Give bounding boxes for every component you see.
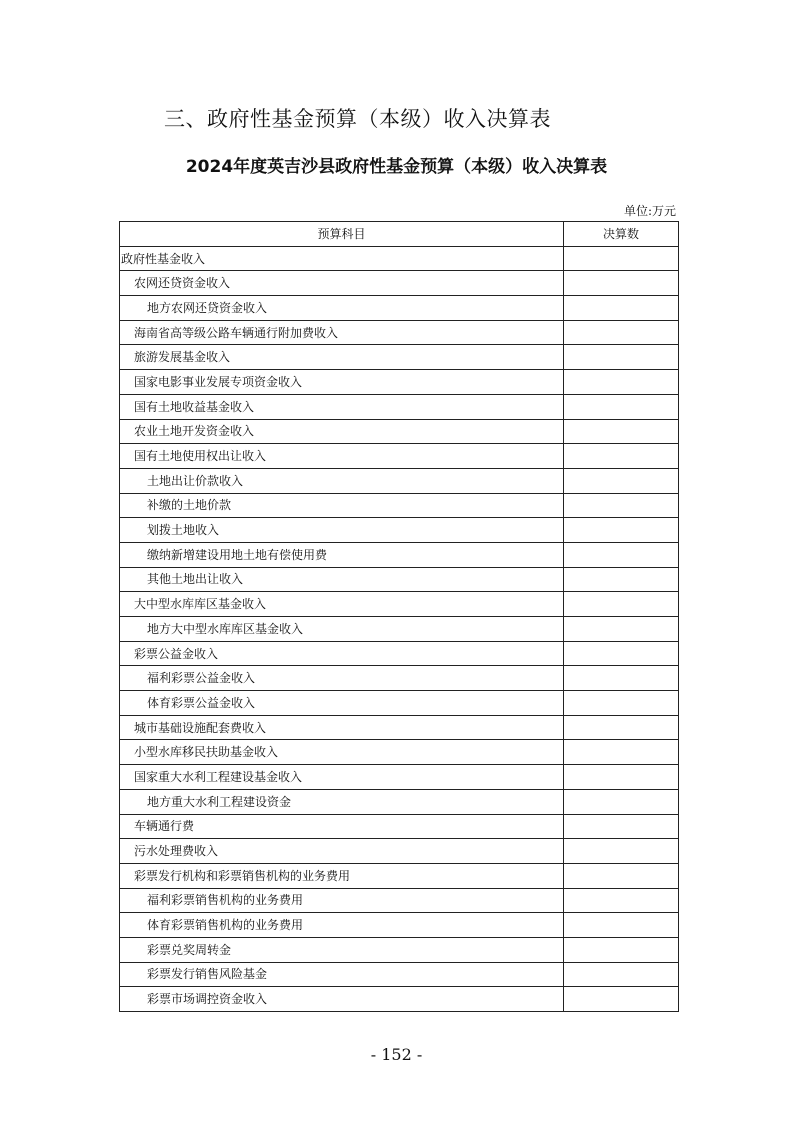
final-amount-cell (564, 617, 679, 642)
table-row (120, 542, 679, 567)
budget-item-name: 地方农网还贷资金收入 (120, 296, 564, 321)
final-amount-cell (564, 937, 679, 962)
page-number: - 152 - (370, 1045, 423, 1064)
header-final-amount: 决算数 (564, 222, 679, 247)
table-row (120, 888, 679, 913)
budget-item-name: 彩票公益金收入 (120, 641, 564, 666)
budget-table (119, 221, 679, 1012)
budget-item-name: 彩票市场调控资金收入 (120, 987, 564, 1012)
final-amount-cell (564, 789, 679, 814)
table-row (120, 913, 679, 938)
budget-item-name: 地方重大水利工程建设资金 (120, 789, 564, 814)
table-row (120, 567, 679, 592)
budget-item-name: 小型水库移民扶助基金收入 (120, 740, 564, 765)
final-amount-cell (564, 641, 679, 666)
budget-item-name: 缴纳新增建设用地土地有偿使用费 (120, 542, 564, 567)
final-amount-cell (564, 765, 679, 790)
final-amount-cell (564, 592, 679, 617)
final-amount-cell (564, 888, 679, 913)
table-row (120, 370, 679, 395)
final-amount-cell (564, 863, 679, 888)
table-row (120, 839, 679, 864)
table-row (120, 987, 679, 1012)
budget-item-name: 彩票发行机构和彩票销售机构的业务费用 (120, 863, 564, 888)
table-row (120, 937, 679, 962)
table-row (120, 617, 679, 642)
table-row (120, 345, 679, 370)
final-amount-cell (564, 567, 679, 592)
unit-label: 单位:万元 (623, 204, 676, 218)
table-title: 2024年度英吉沙县政府性基金预算（本级）收入决算表 (185, 157, 608, 177)
final-amount-cell (564, 419, 679, 444)
final-amount-cell (564, 691, 679, 716)
table-row (120, 493, 679, 518)
budget-item-name: 划拨土地收入 (120, 518, 564, 543)
table-row (120, 592, 679, 617)
budget-item-name: 彩票兑奖周转金 (120, 937, 564, 962)
budget-item-name: 旅游发展基金收入 (120, 345, 564, 370)
table-row (120, 715, 679, 740)
budget-item-name: 体育彩票销售机构的业务费用 (120, 913, 564, 938)
budget-item-name: 国家电影事业发展专项资金收入 (120, 370, 564, 395)
budget-item-name: 体育彩票公益金收入 (120, 691, 564, 716)
table-row (120, 740, 679, 765)
budget-item-name: 农业土地开发资金收入 (120, 419, 564, 444)
table-row (120, 320, 679, 345)
final-amount-cell (564, 271, 679, 296)
final-amount-cell (564, 296, 679, 321)
final-amount-cell (564, 715, 679, 740)
table-row (120, 468, 679, 493)
final-amount-cell (564, 246, 679, 271)
table-row (120, 394, 679, 419)
budget-item-name: 土地出让价款收入 (120, 468, 564, 493)
table-row (120, 863, 679, 888)
final-amount-cell (564, 814, 679, 839)
budget-item-name: 国有土地收益基金收入 (120, 394, 564, 419)
final-amount-cell (564, 666, 679, 691)
section-heading: 三、政府性基金预算（本级）收入决算表 (164, 107, 551, 131)
final-amount-cell (564, 394, 679, 419)
final-amount-cell (564, 518, 679, 543)
budget-item-name: 政府性基金收入 (120, 246, 564, 271)
table-row (120, 962, 679, 987)
budget-item-name: 城市基础设施配套费收入 (120, 715, 564, 740)
budget-item-name: 福利彩票销售机构的业务费用 (120, 888, 564, 913)
final-amount-cell (564, 468, 679, 493)
table-row (120, 641, 679, 666)
final-amount-cell (564, 740, 679, 765)
table-row (120, 666, 679, 691)
table-row (120, 444, 679, 469)
table-row (120, 789, 679, 814)
final-amount-cell (564, 320, 679, 345)
table-row (120, 246, 679, 271)
table-row (120, 814, 679, 839)
final-amount-cell (564, 913, 679, 938)
budget-item-name: 其他土地出让收入 (120, 567, 564, 592)
final-amount-cell (564, 345, 679, 370)
final-amount-cell (564, 962, 679, 987)
final-amount-cell (564, 542, 679, 567)
table-row (120, 271, 679, 296)
final-amount-cell (564, 987, 679, 1012)
final-amount-cell (564, 493, 679, 518)
final-amount-cell (564, 370, 679, 395)
budget-item-name: 大中型水库库区基金收入 (120, 592, 564, 617)
budget-item-name: 国有土地使用权出让收入 (120, 444, 564, 469)
table-row (120, 691, 679, 716)
header-budget-item: 预算科目 (120, 222, 564, 247)
budget-item-name: 车辆通行费 (120, 814, 564, 839)
table-row (120, 518, 679, 543)
budget-item-name: 彩票发行销售风险基金 (120, 962, 564, 987)
final-amount-cell (564, 444, 679, 469)
final-amount-cell (564, 839, 679, 864)
table-body (120, 246, 679, 1011)
table-row (120, 296, 679, 321)
table-header-row (120, 222, 679, 247)
table-row (120, 419, 679, 444)
budget-item-name: 污水处理费收入 (120, 839, 564, 864)
budget-item-name: 海南省高等级公路车辆通行附加费收入 (120, 320, 564, 345)
budget-item-name: 福利彩票公益金收入 (120, 666, 564, 691)
budget-item-name: 补缴的土地价款 (120, 493, 564, 518)
table-row (120, 765, 679, 790)
budget-item-name: 国家重大水利工程建设基金收入 (120, 765, 564, 790)
budget-item-name: 农网还贷资金收入 (120, 271, 564, 296)
budget-item-name: 地方大中型水库库区基金收入 (120, 617, 564, 642)
